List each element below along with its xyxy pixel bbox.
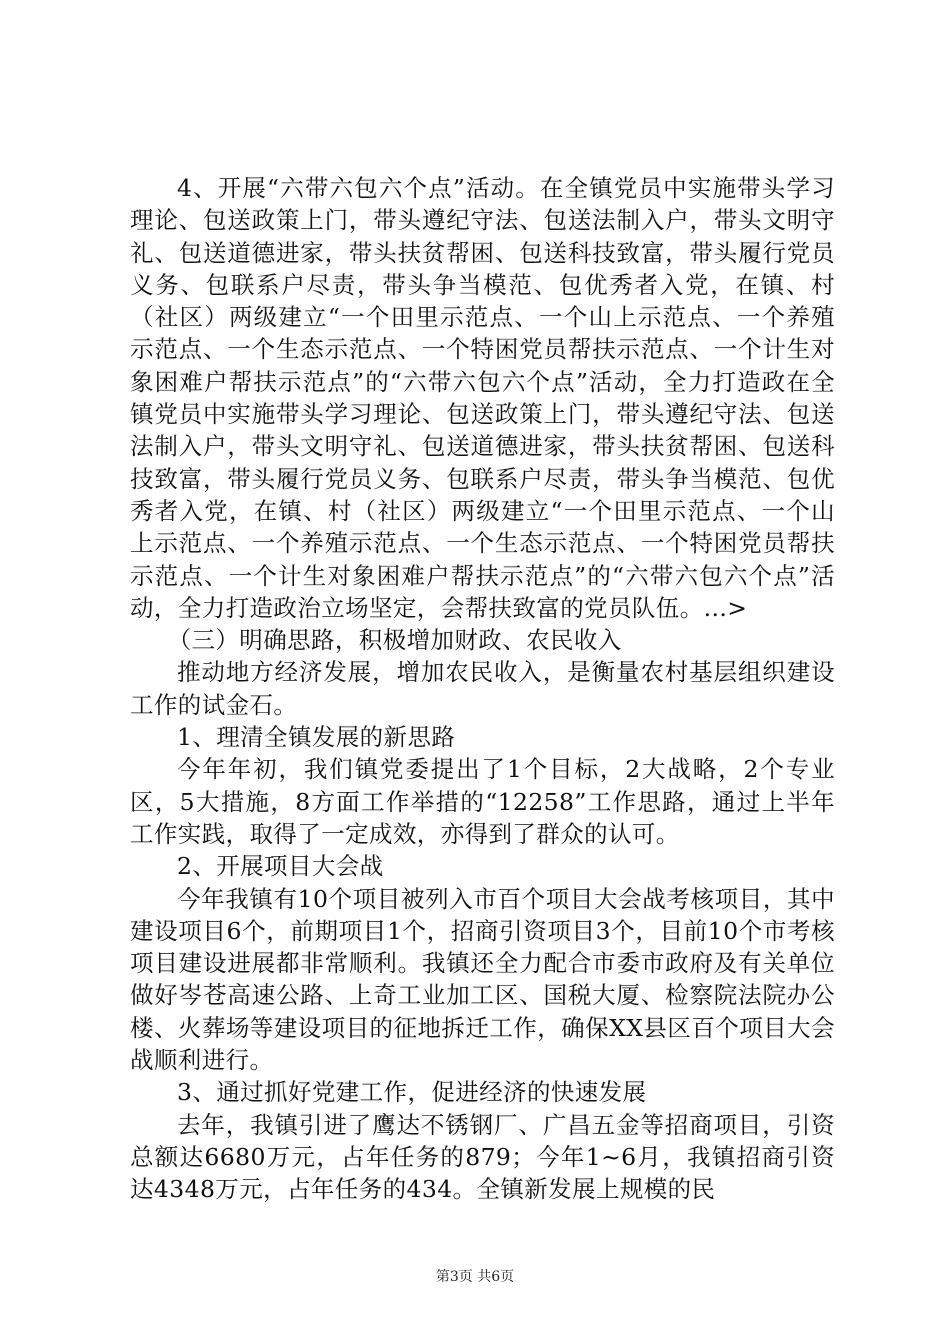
paragraph-activity-six: 4、开展“六带六包六个点”活动。在全镇党员中实施带头学习理论、包送政策上门，带头遵纪守法、包送法制入户，带头文明守礼、包送道德进家，带头扶贫帮困、包送科技致富，带头履行党员义务、包联系户尽责，带头争当模范、包优秀者入党，在镇、村（社区）两级建立“一个田里示范点、一个山上示范点、一个养殖示范点、一个生态示范点、一个特困党员帮扶示范点、一个计生对象困难户帮扶示范点”的“六带六包六个点”活动，全力打造政在全镇党员中实施带头学习理论、包送政策上门，带头遵纪守法、包送法制入户，带头文明守礼、包送道德进家，带头扶贫帮困、包送科技致富，带头履行党员义务、包联系户尽责，带头争当模范、包优秀者入党，在镇、村（社区）两级建立“一个田里示范点、一个山上示范点、一个养殖示范点、一个生态示范点、一个特困党员帮扶示范点、一个计生对象困难户帮扶示范点”的“六带六包六个点”活动，全力打造政治立场坚定，会帮扶致富的党员队伍。...> [130, 174, 835, 622]
subheading-project-campaign: 2、开展项目大会战 [177, 852, 384, 881]
paragraph-project-campaign: 今年我镇有10个项目被列入市百个项目大会战考核项目，其中建设项目6个，前期项目1个，招商引资项目3个，目前10个市考核项目建设进展都非常顺利。我镇还全力配合市委市政府及有关单位做好岑苍高速公路、上奇工业加工区、国税大厦、检察院法院办公楼、火葬场等建设项目的征地拆迁工作，确保XX县区百个项目大会战顺利进行。 [130, 884, 835, 1075]
document-body [130, 172, 835, 1206]
paragraph-12258-strategy: 今年年初，我们镇党委提出了1个目标，2大战略，2个专业区，5大措施，8方面工作举措的“12258”工作思路，通过上半年工作实践，取得了一定成效，亦得到了群众的认可。 [130, 755, 835, 848]
paragraph-investment: 去年，我镇引进了鹰达不锈钢厂、广昌五金等招商项目，引资总额达6680万元，占年任务的879；今年1~6月，我镇招商引资达4348万元，占年任务的434。全镇新发展上规模的民 [130, 1110, 835, 1204]
section-heading-three: （三）明确思路，积极增加财政、农民收入 [167, 626, 622, 655]
subheading-party-building: 3、通过抓好党建工作，促进经济的快速发展 [177, 1078, 647, 1107]
paragraph-economic-development: 推动地方经济发展，增加农民收入，是衡量农村基层组织建设工作的试金石。 [130, 658, 835, 719]
page-number-footer: 第3页 共6页 [435, 1269, 515, 1285]
subheading-new-ideas: 1、理清全镇发展的新思路 [177, 723, 456, 752]
